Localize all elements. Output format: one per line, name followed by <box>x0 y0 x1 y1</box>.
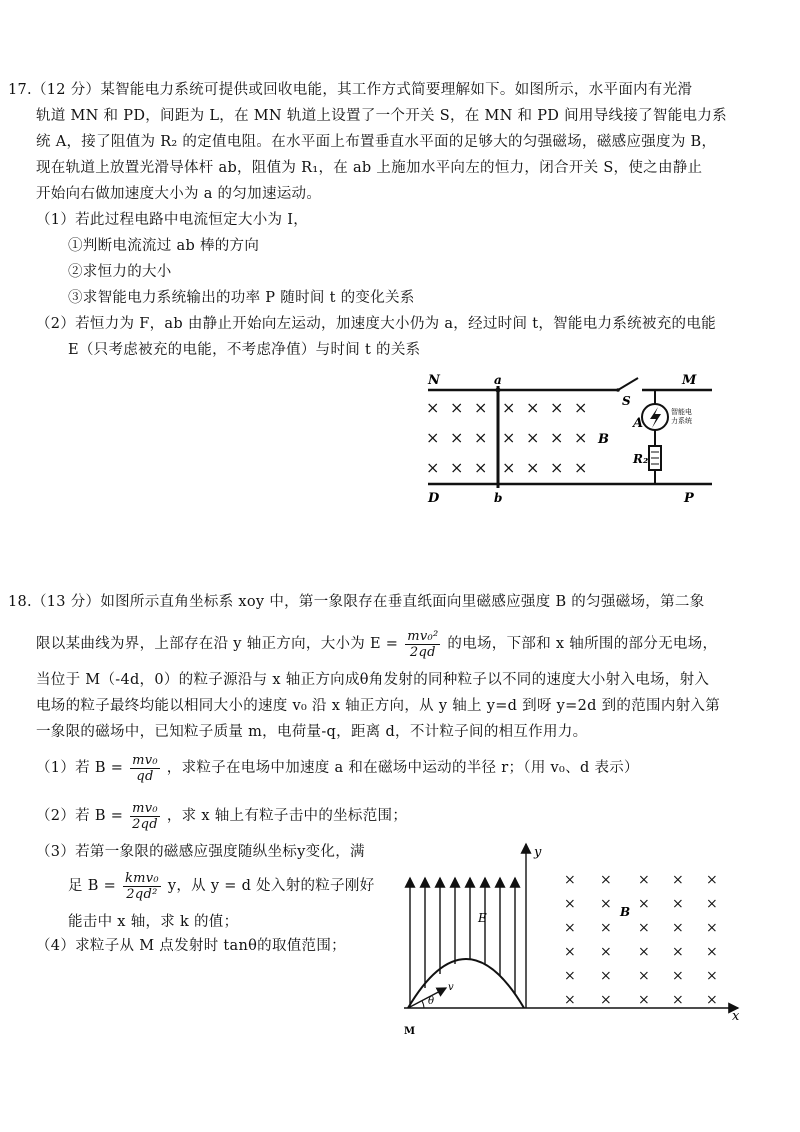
field-cross: × <box>638 896 650 912</box>
label-a-system: A <box>633 416 644 431</box>
q18-field-figure <box>400 838 750 1048</box>
q18-part-4: （4）求粒子从 M 点发射时 tanθ的取值范围； <box>36 938 346 954</box>
field-cross: × <box>550 428 564 447</box>
label-s: S <box>622 394 631 408</box>
field-cross: × <box>600 872 612 888</box>
q17-part-2: （2）若恒力为 F，ab 由静止开始向左运动，加速度大小仍为 a，经过时间 t，智能电力系统被充的电能 <box>36 316 716 332</box>
field-cross: × <box>672 872 684 888</box>
field-cross: × <box>600 992 612 1008</box>
q18-part-1 <box>36 750 639 786</box>
label-d: D <box>428 491 440 506</box>
q18-line-1: 18.（13 分）如图所示直角坐标系 xoy 中，第一象限存在垂直纸面向里磁感应强度 B 的匀强磁场，第二象 <box>8 594 705 610</box>
field-cross: × <box>526 428 540 447</box>
field-cross: × <box>574 398 588 417</box>
q17-line-1: 17.（12 分）某智能电力系统可提供或回收电能，其工作方式简要理解如下。如图所示，水平面内有光滑 <box>8 82 693 98</box>
field-cross: × <box>450 428 464 447</box>
q17-part-1c: ③求智能电力系统输出的功率 P 随时间 t 的变化关系 <box>68 290 415 306</box>
field-cross: × <box>706 968 718 984</box>
electric-field-lines <box>410 878 515 1008</box>
field-cross: × <box>672 992 684 1008</box>
field-cross: × <box>672 968 684 984</box>
field-cross: × <box>564 920 576 936</box>
q17-part-2b: E（只考虑被充的电能，不考虑净值）与时间 t 的关系 <box>68 342 421 358</box>
label-system-1: 智能电 <box>671 408 692 416</box>
efield-numerator: mv₀² <box>407 628 439 644</box>
field-cross: × <box>600 968 612 984</box>
field-cross: × <box>474 428 488 447</box>
q17-line-2: 轨道 MN 和 PD，间距为 L，在 MN 轨道上设置了一个开关 S，在 MN 和 PD 间用导线接了智能电力系 <box>36 108 727 124</box>
q18-part-2 <box>36 798 407 834</box>
field-cross: × <box>638 944 650 960</box>
label-r2: R₂ <box>633 452 649 466</box>
field-cross: × <box>426 428 440 447</box>
field-cross: × <box>638 992 650 1008</box>
field-cross: × <box>672 920 684 936</box>
label-n: N <box>428 373 440 388</box>
q17-part-1a: ①判断电流流过 ab 棒的方向 <box>68 238 260 254</box>
field-cross: × <box>426 458 440 477</box>
q18-part-2-start: （2）若 B = <box>36 808 124 824</box>
part3-denominator: 2qd² <box>126 886 158 902</box>
magnetic-field-crosses <box>564 872 718 1008</box>
label-m: M <box>682 373 697 388</box>
q18-part-2-end: ，求 x 轴上有粒子击中的坐标范围； <box>166 808 408 824</box>
field-cross: × <box>474 398 488 417</box>
part2-denominator: 2qd <box>132 816 158 832</box>
field-cross: × <box>706 920 718 936</box>
q17-part-1: （1）若此过程电路中电流恒定大小为 I， <box>36 212 309 228</box>
label-system-2: 力系统 <box>671 417 692 425</box>
field-cross: × <box>600 896 612 912</box>
field-cross: × <box>526 398 540 417</box>
label-p: P <box>684 491 694 506</box>
field-cross: × <box>638 968 650 984</box>
field-cross: × <box>526 458 540 477</box>
field-cross: × <box>672 896 684 912</box>
field-cross: × <box>706 944 718 960</box>
q18-part-3a: （3）若第一象限的磁感应强度随纵坐标y变化，满 <box>36 844 365 860</box>
field-cross: × <box>426 398 440 417</box>
field-cross: × <box>564 872 576 888</box>
field-cross: × <box>706 896 718 912</box>
label-v: v <box>448 982 454 993</box>
q17-part-1b: ②求恒力的大小 <box>68 264 172 280</box>
efield-denominator: 2qd <box>409 644 436 660</box>
field-cross: × <box>474 458 488 477</box>
field-cross: × <box>564 944 576 960</box>
field-cross: × <box>706 872 718 888</box>
q18-part-1-start: （1）若 B = <box>36 760 124 776</box>
q17-line-3: 统 A，接了阻值为 R₂ 的定值电阻。在水平面上布置垂直水平面的足够大的匀强磁场，磁感应强度为 B， <box>36 134 717 150</box>
field-cross: × <box>502 458 516 477</box>
field-cross: × <box>502 398 516 417</box>
q18-line-2-start: 限以某曲线为界，上部存在沿 y 轴正方向，大小为 E = <box>36 636 399 652</box>
part3-b-fraction <box>123 871 161 902</box>
field-cross: × <box>706 992 718 1008</box>
field-cross: × <box>574 428 588 447</box>
efield-fraction <box>405 629 440 660</box>
part1-numerator: mv₀ <box>132 752 158 768</box>
q18-part-3b-start: 足 B = <box>68 878 117 894</box>
field-cross: × <box>550 398 564 417</box>
part2-numerator: mv₀ <box>130 801 160 817</box>
field-cross: × <box>450 398 464 417</box>
label-b-field: B <box>598 432 609 447</box>
label-m-point: M <box>404 1026 416 1037</box>
field-cross: × <box>638 920 650 936</box>
q18-part-3b-end: y，从 y = d 处入射的粒子刚好 <box>167 878 375 894</box>
q18-line-2 <box>36 626 717 662</box>
field-cross: × <box>564 896 576 912</box>
part1-b-fraction <box>130 753 160 784</box>
theta-arc <box>422 1001 424 1008</box>
field-cross: × <box>550 458 564 477</box>
part3-numerator: kmv₀ <box>124 870 159 886</box>
field-cross: × <box>600 920 612 936</box>
label-x-axis: x <box>732 1009 740 1024</box>
label-theta: θ <box>428 996 435 1007</box>
field-cross: × <box>672 944 684 960</box>
field-cross: × <box>600 944 612 960</box>
field-cross: × <box>450 458 464 477</box>
label-e-field: E <box>478 911 487 925</box>
label-b: b <box>494 491 503 505</box>
q18-line-4: 电场的粒子最终均能以相同大小的速度 v₀ 沿 x 轴正方向，从 y 轴上 y=d 到呀 y=2d 到的范围内射入第 <box>36 698 721 714</box>
part2-b-fraction <box>130 801 160 832</box>
q18-line-2-end: 的电场，下部和 x 轴所围的部分无电场， <box>447 636 718 652</box>
q18-part-3d: 能击中 x 轴，求 k 的值； <box>68 914 239 930</box>
label-a: a <box>494 373 502 387</box>
label-y-axis: y <box>534 845 542 860</box>
q18-part-1-end: ，求粒子在电场中加速度 a 和在磁场中运动的半径 r；（用 v₀、d 表示） <box>166 760 639 776</box>
part1-denominator: qd <box>136 768 154 784</box>
field-cross: × <box>564 992 576 1008</box>
field-cross: × <box>564 968 576 984</box>
field-cross: × <box>502 428 516 447</box>
q18-line-5: 一象限的磁场中，已知粒子质量 m，电荷量-q，距离 d，不计粒子间的相互作用力。 <box>36 724 588 740</box>
q18-line-3: 当位于 M（-4d，0）的粒子源沿与 x 轴正方向成θ角发射的同种粒子以不同的速度大小射入电场，射入 <box>36 672 710 688</box>
field-cross: × <box>574 458 588 477</box>
q17-line-4: 现在轨道上放置光滑导体杆 ab，阻值为 R₁，在 ab 上施加水平向左的恒力，闭合开关 S，使之由静止 <box>36 160 703 176</box>
q18-part-3b <box>68 868 375 904</box>
field-cross: × <box>638 872 650 888</box>
label-b-field: B <box>620 905 631 919</box>
q17-line-5: 开始向右做加速度大小为 a 的匀加速运动。 <box>36 186 322 202</box>
